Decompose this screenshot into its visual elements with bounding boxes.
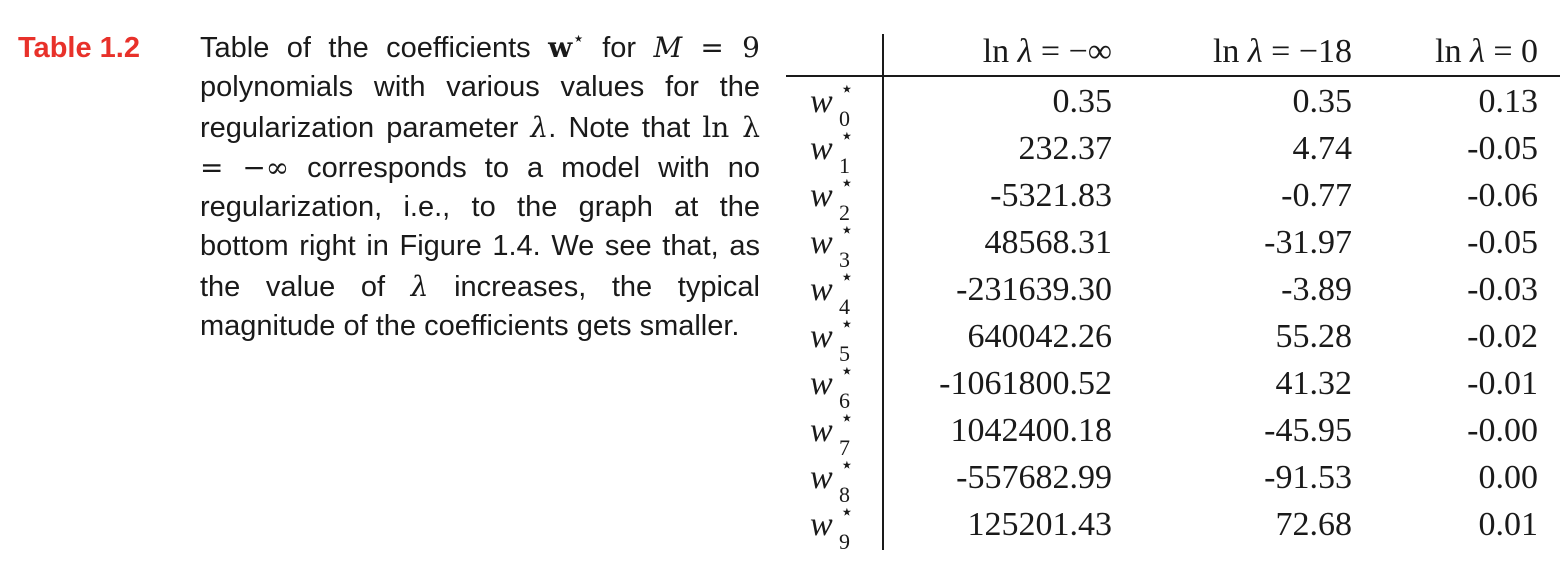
caption-math-w: w⋆ [548,25,585,64]
cell-value: 1042400.18 [950,412,1112,449]
cell-value: -0.00 [1467,412,1538,449]
row-label-w6: w ⋆ 6 [810,358,854,413]
cell-value: -0.01 [1467,365,1538,402]
cell-value: 640042.26 [967,318,1112,355]
cell-value: -31.97 [1264,224,1352,261]
cell-value: -91.53 [1264,459,1352,496]
caption-text-4: . Note that [548,111,703,144]
table-row [786,264,1560,319]
column-header-ln-lambda-neg-18: ln λ = −18 [1212,33,1352,70]
cell-value: 232.37 [1018,130,1112,167]
cell-value: 0.00 [1478,459,1538,496]
caption-math-ln-expr: ln λ = −∞ [200,110,761,184]
cell-value: -231639.30 [956,271,1112,308]
caption-math-m: M = [653,31,743,64]
cell-value: -3.89 [1281,271,1352,308]
table-caption [200,25,761,346]
caption-math-lambda-2: λ [410,269,429,303]
cell-value: -5321.83 [990,177,1112,214]
table-row [786,499,1560,554]
caption-math-nine: 9 [742,31,760,64]
table-row [786,170,1560,225]
cell-value: 41.32 [1275,365,1352,402]
cell-value: -1061800.52 [939,365,1112,402]
table-header-rule [786,75,1560,77]
cell-value: 0.01 [1478,506,1538,543]
table-row [786,405,1560,460]
caption-text-3: polynomials with various values for the regularization parameter [200,71,760,144]
cell-value: -0.03 [1467,271,1538,308]
cell-value: -0.05 [1467,130,1538,167]
table-row [786,452,1560,507]
cell-value: -0.77 [1281,177,1352,214]
table-row [786,358,1560,413]
row-label-w0: w ⋆ 0 [810,76,854,131]
row-label-w4: w ⋆ 4 [810,264,854,319]
cell-value: 0.35 [1292,83,1352,120]
row-label-w2: w ⋆ 2 [810,170,854,225]
cell-value: -0.02 [1467,318,1538,355]
table-label: Table 1.2 [18,32,140,64]
cell-value: 0.35 [1052,83,1112,120]
column-header-ln-lambda-0: ln λ = 0 [1435,33,1538,70]
cell-value: 48568.31 [984,224,1112,261]
cell-value: -0.06 [1467,177,1538,214]
cell-value: 55.28 [1275,318,1352,355]
row-label-w5: w ⋆ 5 [810,311,854,366]
coefficients-table [786,30,1560,554]
cell-value: 4.74 [1292,130,1352,167]
cell-value: -0.05 [1467,224,1538,261]
cell-value: 125201.43 [967,506,1112,543]
row-label-w3: w ⋆ 3 [810,217,854,272]
table-row [786,76,1560,131]
row-label-w7: w ⋆ 7 [810,405,854,460]
cell-value: -557682.99 [956,459,1112,496]
cell-value: 72.68 [1275,506,1352,543]
caption-text-2: for [584,32,654,64]
caption-text-1: Table of the coefficients [200,32,549,64]
row-label-w1: w ⋆ 1 [810,123,854,178]
cell-value: -45.95 [1264,412,1352,449]
table-row [786,123,1560,178]
table-row [786,217,1560,272]
table-row [786,311,1560,366]
column-header-ln-lambda-neg-inf: ln λ = −∞ [982,33,1112,70]
caption-math-lambda-1: λ [530,110,549,144]
cell-value: 0.13 [1478,83,1538,120]
caption-text-5: corresponds to a model with no regularization, i.e., to the graph at the bottom right in Figure 1.4. We see that, as the value of [200,151,760,303]
row-label-w8: w ⋆ 8 [810,452,854,507]
caption-text-6: increases, the typical magnitude of the coefficients gets smaller. [200,270,761,343]
row-label-w9: w ⋆ 9 [810,499,854,554]
